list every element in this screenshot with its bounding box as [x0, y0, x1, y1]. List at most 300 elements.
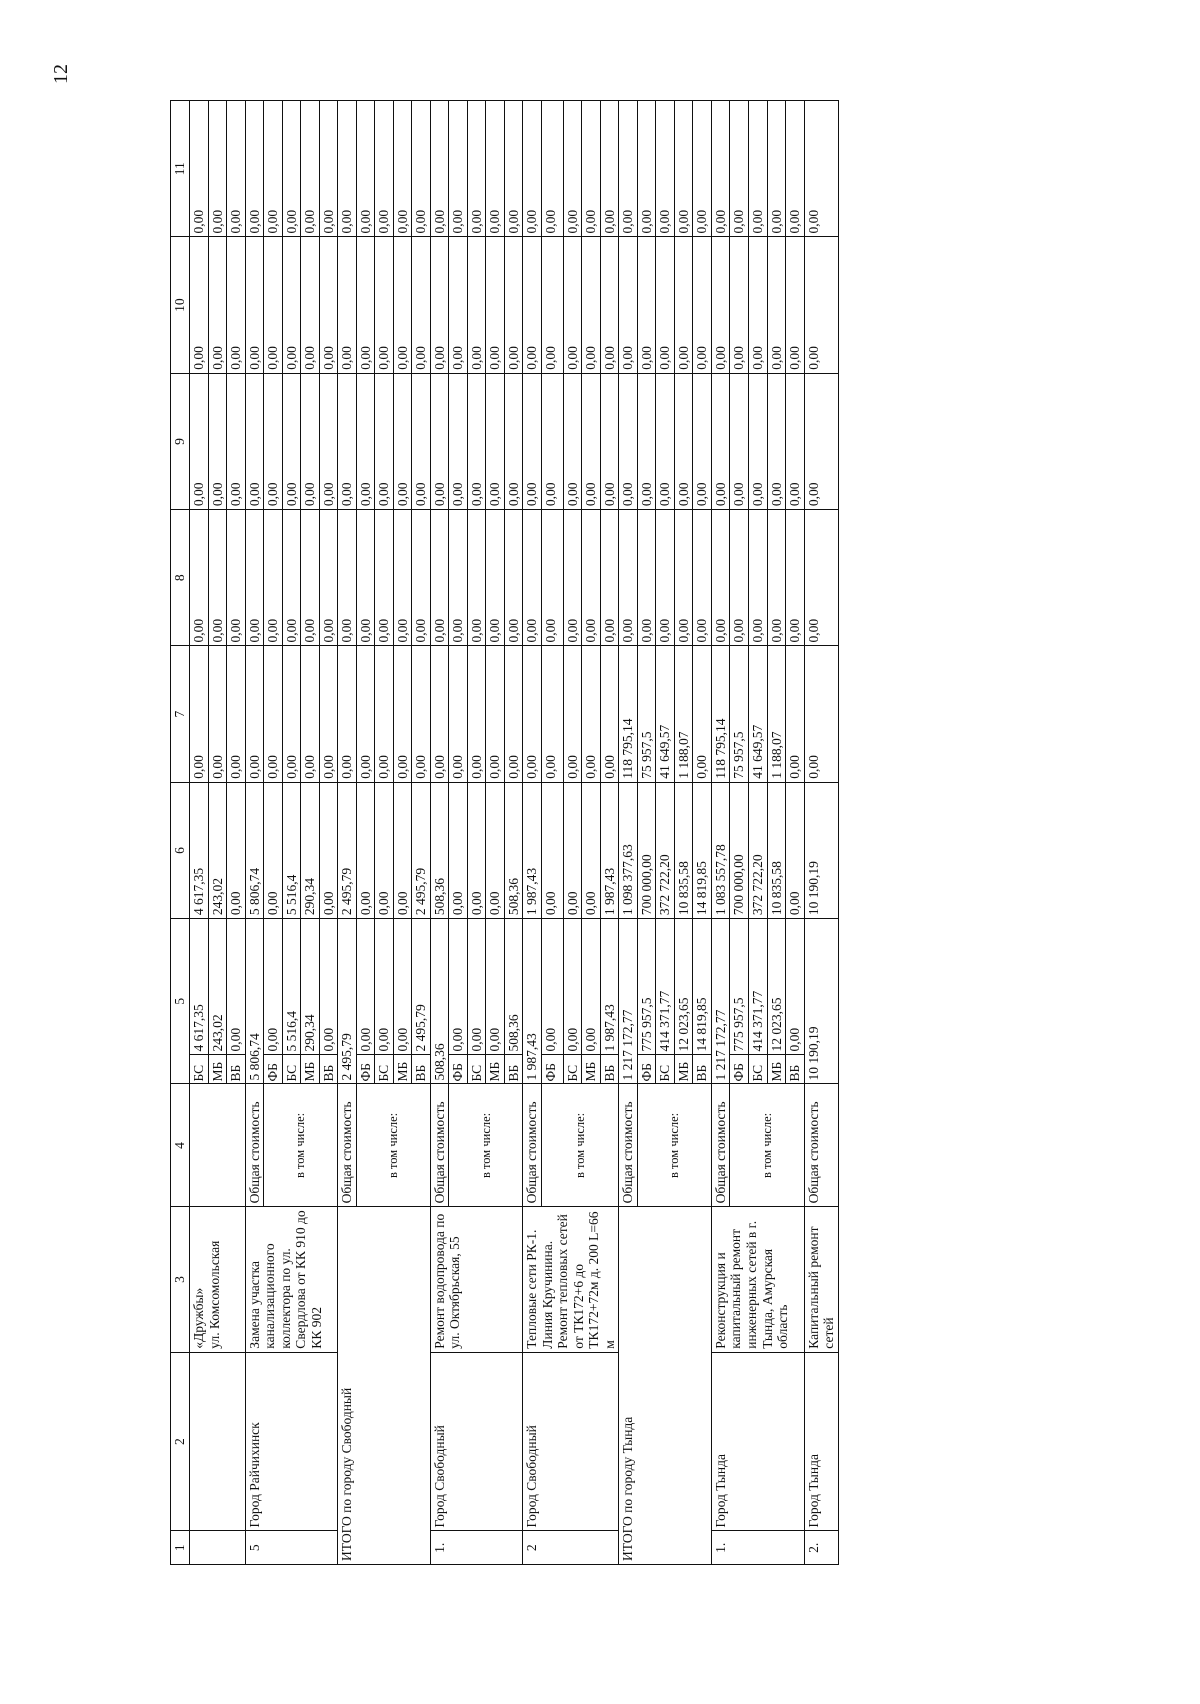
breakdown-value: 0,00	[393, 510, 412, 646]
breakdown-value: 0,00	[786, 373, 805, 509]
breakdown-value: 0,00	[208, 510, 227, 646]
table-row	[190, 101, 209, 1565]
total-value: 0,00	[523, 237, 542, 373]
breakdown-value: 0,00	[412, 101, 431, 237]
breakdown-value: 0,00	[600, 237, 619, 373]
incl-label	[190, 1084, 246, 1207]
breakdown-value: 0,00	[393, 919, 412, 1055]
budget-code: МБ	[674, 1055, 693, 1084]
breakdown-value: 0,00	[486, 101, 505, 237]
breakdown-value: 5 516,4	[282, 782, 301, 918]
page-number: 12	[50, 64, 72, 84]
table-body	[190, 101, 839, 1565]
breakdown-value: 0,00	[412, 510, 431, 646]
breakdown-value: 0,00	[375, 510, 394, 646]
total-value: 0,00	[619, 101, 638, 237]
breakdown-value: 0,00	[301, 373, 320, 509]
breakdown-value: 775 957,5	[730, 919, 749, 1055]
breakdown-value: 0,00	[319, 919, 338, 1055]
breakdown-value: 0,00	[356, 782, 375, 918]
breakdown-value: 0,00	[693, 237, 712, 373]
breakdown-value: 243,02	[208, 782, 227, 918]
breakdown-value: 0,00	[356, 646, 375, 782]
breakdown-value: 0,00	[637, 510, 656, 646]
breakdown-value: 0,00	[264, 373, 283, 509]
breakdown-value: 0,00	[449, 373, 468, 509]
breakdown-value: 10 835,58	[674, 782, 693, 918]
breakdown-value: 0,00	[674, 510, 693, 646]
breakdown-value: 10 835,58	[767, 782, 786, 918]
breakdown-value: 0,00	[393, 237, 412, 373]
breakdown-value: 0,00	[449, 237, 468, 373]
table-row	[245, 101, 264, 1565]
total-value: 0,00	[338, 373, 357, 509]
breakdown-value: 0,00	[600, 373, 619, 509]
total-value: 1 217 172,77	[619, 919, 638, 1084]
breakdown-value: 700 000,00	[637, 782, 656, 918]
col-header: 2	[171, 1352, 190, 1531]
breakdown-value: 0,00	[656, 373, 675, 509]
breakdown-value: 1 987,43	[600, 919, 619, 1055]
breakdown-value: 372 722,20	[656, 782, 675, 918]
table-row	[430, 101, 449, 1565]
total-value: 0,00	[338, 237, 357, 373]
breakdown-value: 0,00	[467, 782, 486, 918]
incl-label: в том числе:	[637, 1084, 711, 1207]
breakdown-value: 14 819,85	[693, 782, 712, 918]
budget-code: ФБ	[730, 1055, 749, 1084]
breakdown-value: 0,00	[693, 101, 712, 237]
breakdown-value: 0,00	[227, 510, 246, 646]
total-value: 1 987,43	[523, 919, 542, 1084]
breakdown-value: 0,00	[748, 373, 767, 509]
breakdown-value: 0,00	[748, 510, 767, 646]
breakdown-value: 1 987,43	[600, 782, 619, 918]
row-city	[190, 1352, 246, 1531]
breakdown-value: 372 722,20	[748, 782, 767, 918]
breakdown-value: 0,00	[786, 237, 805, 373]
row-number: 5	[245, 1531, 338, 1565]
breakdown-value: 0,00	[208, 101, 227, 237]
breakdown-value: 0,00	[486, 782, 505, 918]
breakdown-value: 0,00	[412, 646, 431, 782]
breakdown-value: 0,00	[541, 373, 563, 509]
breakdown-value: 0,00	[375, 373, 394, 509]
total-value: 0,00	[338, 101, 357, 237]
breakdown-value: 0,00	[356, 101, 375, 237]
breakdown-value: 0,00	[656, 237, 675, 373]
total-value: 508,36	[430, 782, 449, 918]
breakdown-value: 14 819,85	[693, 919, 712, 1055]
breakdown-value: 0,00	[504, 510, 523, 646]
breakdown-value: 0,00	[412, 373, 431, 509]
breakdown-value: 1 188,07	[674, 646, 693, 782]
total-label: Общая стоимость	[523, 1084, 542, 1207]
col-header: 11	[171, 101, 190, 237]
breakdown-value: 0,00	[582, 510, 601, 646]
breakdown-value: 2 495,79	[412, 919, 431, 1055]
budget-code: МБ	[486, 1055, 505, 1084]
breakdown-value: 0,00	[767, 237, 786, 373]
col-header: 8	[171, 510, 190, 646]
total-value: 0,00	[430, 101, 449, 237]
breakdown-value: 0,00	[541, 237, 563, 373]
budget-code: БС	[282, 1055, 301, 1084]
breakdown-value: 0,00	[748, 237, 767, 373]
col-header: 1	[171, 1531, 190, 1565]
breakdown-value: 0,00	[582, 919, 601, 1055]
breakdown-value: 0,00	[786, 782, 805, 918]
row-number: 2.	[804, 1531, 838, 1565]
total-value: 0,00	[523, 101, 542, 237]
rotated-table-container	[170, 100, 1200, 1565]
breakdown-value: 0,00	[504, 646, 523, 782]
breakdown-value: 0,00	[637, 101, 656, 237]
breakdown-value: 0,00	[600, 101, 619, 237]
header-row	[171, 101, 190, 1565]
breakdown-value: 2 495,79	[412, 782, 431, 918]
breakdown-value: 12 023,65	[674, 919, 693, 1055]
breakdown-value: 0,00	[486, 646, 505, 782]
breakdown-value: 0,00	[486, 373, 505, 509]
breakdown-value: 0,00	[582, 101, 601, 237]
breakdown-value: 0,00	[486, 237, 505, 373]
breakdown-value: 508,36	[504, 919, 523, 1055]
breakdown-value: 0,00	[208, 646, 227, 782]
breakdown-value: 0,00	[301, 237, 320, 373]
breakdown-value: 0,00	[767, 373, 786, 509]
total-value: 0,00	[430, 373, 449, 509]
breakdown-value: 0,00	[467, 646, 486, 782]
breakdown-value: 0,00	[748, 101, 767, 237]
breakdown-value: 75 957,5	[730, 646, 749, 782]
total-value: 10 190,19	[804, 782, 838, 918]
breakdown-value: 0,00	[467, 237, 486, 373]
breakdown-value: 0,00	[467, 919, 486, 1055]
budget-code: БС	[467, 1055, 486, 1084]
breakdown-value: 0,00	[393, 782, 412, 918]
row-description: Тепловые сети РК-1. Линия Кручинина. Ремонт тепловых сетей от ТК172+6 до ТК172+72м д. 200 L=66 м	[523, 1207, 619, 1352]
breakdown-value: 0,00	[227, 237, 246, 373]
breakdown-value: 0,00	[449, 101, 468, 237]
budget-code: ВБ	[319, 1055, 338, 1084]
incl-label: в том числе:	[730, 1084, 804, 1207]
breakdown-value: 0,00	[582, 237, 601, 373]
breakdown-value: 0,00	[541, 782, 563, 918]
incl-label: в том числе:	[541, 1084, 619, 1207]
col-header: 9	[171, 373, 190, 509]
breakdown-value: 0,00	[730, 101, 749, 237]
breakdown-value: 0,00	[637, 373, 656, 509]
breakdown-value: 0,00	[730, 237, 749, 373]
col-header: 10	[171, 237, 190, 373]
breakdown-value: 290,34	[301, 919, 320, 1055]
breakdown-value: 0,00	[674, 101, 693, 237]
group-total-label: ИТОГО по городу Тында	[619, 1207, 712, 1565]
total-value: 1 098 377,63	[619, 782, 638, 918]
breakdown-value: 0,00	[319, 646, 338, 782]
breakdown-value: 0,00	[375, 782, 394, 918]
row-description: Реконструкция и капитальный ремонт инженерных сетей в г. Тында, Амурская область	[711, 1207, 804, 1352]
budget-code: ВБ	[227, 1055, 246, 1084]
breakdown-value: 0,00	[582, 373, 601, 509]
row-city: Город Свободный	[523, 1352, 619, 1531]
breakdown-value: 0,00	[730, 510, 749, 646]
budget-code: МБ	[208, 1055, 227, 1084]
total-value: 0,00	[523, 373, 542, 509]
budget-code: ВБ	[786, 1055, 805, 1084]
breakdown-value: 0,00	[786, 101, 805, 237]
row-city: Город Райчихинск	[245, 1352, 338, 1531]
breakdown-value: 0,00	[600, 510, 619, 646]
breakdown-value: 0,00	[656, 510, 675, 646]
total-label: Общая стоимость	[245, 1084, 264, 1207]
breakdown-value: 0,00	[541, 646, 563, 782]
breakdown-value: 1 188,07	[767, 646, 786, 782]
breakdown-value: 0,00	[563, 237, 582, 373]
breakdown-value: 414 371,77	[748, 919, 767, 1055]
total-value: 0,00	[338, 646, 357, 782]
total-value: 5 806,74	[245, 919, 264, 1084]
breakdown-value: 0,00	[282, 510, 301, 646]
breakdown-value: 0,00	[319, 373, 338, 509]
breakdown-value: 0,00	[449, 510, 468, 646]
breakdown-value: 0,00	[190, 373, 209, 509]
breakdown-value: 0,00	[208, 373, 227, 509]
breakdown-value: 0,00	[190, 510, 209, 646]
breakdown-value: 0,00	[301, 646, 320, 782]
breakdown-value: 0,00	[356, 510, 375, 646]
breakdown-value: 0,00	[356, 373, 375, 509]
row-description: Ремонт водопровода по ул. Октябрьская, 55	[430, 1207, 523, 1352]
budget-code: БС	[375, 1055, 394, 1084]
total-value: 0,00	[804, 510, 838, 646]
breakdown-value: 0,00	[541, 510, 563, 646]
total-value: 118 795,14	[711, 646, 730, 782]
total-value: 0,00	[804, 373, 838, 509]
breakdown-value: 0,00	[637, 237, 656, 373]
group-total-label: ИТОГО по городу Свободный	[338, 1207, 431, 1565]
col-header: 5	[171, 919, 190, 1084]
total-value: 0,00	[523, 646, 542, 782]
budget-code: МБ	[393, 1055, 412, 1084]
total-value: 0,00	[245, 510, 264, 646]
budget-code: МБ	[301, 1055, 320, 1084]
total-value: 0,00	[804, 237, 838, 373]
total-value: 2 495,79	[338, 919, 357, 1084]
total-value: 5 806,74	[245, 782, 264, 918]
row-description: Замена участка канализационного коллектора по ул. Свердлова от КК 910 до КК 902	[245, 1207, 338, 1352]
breakdown-value: 41 649,57	[656, 646, 675, 782]
breakdown-value: 508,36	[504, 782, 523, 918]
table-row	[338, 101, 357, 1565]
breakdown-value: 0,00	[375, 646, 394, 782]
budget-code: ФБ	[637, 1055, 656, 1084]
total-value: 2 495,79	[338, 782, 357, 918]
breakdown-value: 0,00	[227, 919, 246, 1055]
breakdown-value: 0,00	[563, 782, 582, 918]
total-value: 118 795,14	[619, 646, 638, 782]
breakdown-value: 0,00	[467, 101, 486, 237]
row-description: Капитальный ремонт сетей	[804, 1207, 838, 1352]
total-value: 0,00	[619, 373, 638, 509]
table-row	[804, 101, 838, 1565]
row-city: Город Свободный	[430, 1352, 523, 1531]
breakdown-value: 0,00	[393, 646, 412, 782]
breakdown-value: 0,00	[375, 101, 394, 237]
breakdown-value: 41 649,57	[748, 646, 767, 782]
breakdown-value: 0,00	[319, 237, 338, 373]
col-header: 3	[171, 1207, 190, 1352]
breakdown-value: 0,00	[319, 510, 338, 646]
breakdown-value: 0,00	[227, 101, 246, 237]
breakdown-value: 0,00	[227, 782, 246, 918]
budget-code: ВБ	[693, 1055, 712, 1084]
breakdown-value: 700 000,00	[730, 782, 749, 918]
breakdown-value: 0,00	[264, 101, 283, 237]
table-row	[523, 101, 542, 1565]
breakdown-value: 0,00	[264, 782, 283, 918]
total-label: Общая стоимость	[804, 1084, 838, 1207]
breakdown-value: 0,00	[227, 646, 246, 782]
breakdown-value: 290,34	[301, 782, 320, 918]
breakdown-value: 0,00	[356, 237, 375, 373]
breakdown-value: 0,00	[786, 919, 805, 1055]
breakdown-value: 0,00	[693, 646, 712, 782]
table-row	[619, 101, 638, 1565]
budget-code: БС	[190, 1055, 209, 1084]
incl-label: в том числе:	[449, 1084, 523, 1207]
total-value: 1 987,43	[523, 782, 542, 918]
total-label: Общая стоимость	[338, 1084, 357, 1207]
breakdown-value: 0,00	[264, 510, 283, 646]
breakdown-value: 0,00	[301, 510, 320, 646]
breakdown-value: 0,00	[504, 101, 523, 237]
total-value: 0,00	[245, 101, 264, 237]
row-description: «Дружбы» ул. Комсомольская	[190, 1207, 246, 1352]
breakdown-value: 0,00	[319, 782, 338, 918]
breakdown-value: 0,00	[582, 782, 601, 918]
breakdown-value: 243,02	[208, 919, 227, 1055]
total-value: 1 083 557,78	[711, 782, 730, 918]
breakdown-value: 0,00	[264, 919, 283, 1055]
total-value: 0,00	[711, 510, 730, 646]
budget-code: ФБ	[449, 1055, 468, 1084]
total-value: 0,00	[523, 510, 542, 646]
total-value: 0,00	[245, 646, 264, 782]
breakdown-value: 0,00	[393, 373, 412, 509]
breakdown-value: 0,00	[190, 101, 209, 237]
total-value: 0,00	[430, 510, 449, 646]
row-city: Город Тында	[711, 1352, 804, 1531]
breakdown-value: 4 617,35	[190, 782, 209, 918]
breakdown-value: 0,00	[767, 101, 786, 237]
breakdown-value: 0,00	[674, 237, 693, 373]
total-value: 0,00	[711, 237, 730, 373]
breakdown-value: 0,00	[504, 237, 523, 373]
breakdown-value: 0,00	[319, 101, 338, 237]
breakdown-value: 0,00	[282, 373, 301, 509]
row-number: 2	[523, 1531, 619, 1565]
breakdown-value: 0,00	[563, 919, 582, 1055]
budget-code: ВБ	[504, 1055, 523, 1084]
budget-code: ФБ	[264, 1055, 283, 1084]
breakdown-value: 75 957,5	[637, 646, 656, 782]
total-label: Общая стоимость	[619, 1084, 638, 1207]
breakdown-value: 0,00	[600, 646, 619, 782]
budget-table	[170, 100, 839, 1565]
row-city: Город Тында	[804, 1352, 838, 1531]
breakdown-value: 0,00	[282, 646, 301, 782]
breakdown-value: 0,00	[582, 646, 601, 782]
budget-code: БС	[563, 1055, 582, 1084]
breakdown-value: 0,00	[449, 782, 468, 918]
col-header: 6	[171, 782, 190, 918]
breakdown-value: 0,00	[393, 101, 412, 237]
breakdown-value: 0,00	[504, 373, 523, 509]
breakdown-value: 0,00	[563, 646, 582, 782]
table-row	[711, 101, 730, 1565]
col-header: 7	[171, 646, 190, 782]
row-number: 1.	[711, 1531, 804, 1565]
breakdown-value: 0,00	[190, 646, 209, 782]
breakdown-value: 0,00	[264, 237, 283, 373]
total-label: Общая стоимость	[711, 1084, 730, 1207]
budget-code: БС	[748, 1055, 767, 1084]
total-value: 0,00	[804, 101, 838, 237]
breakdown-value: 0,00	[208, 237, 227, 373]
breakdown-value: 0,00	[674, 373, 693, 509]
breakdown-value: 0,00	[486, 919, 505, 1055]
breakdown-value: 0,00	[449, 919, 468, 1055]
breakdown-value: 0,00	[467, 373, 486, 509]
breakdown-value: 0,00	[486, 510, 505, 646]
breakdown-value: 0,00	[541, 919, 563, 1055]
breakdown-value: 0,00	[563, 101, 582, 237]
total-value: 10 190,19	[804, 919, 838, 1084]
breakdown-value: 0,00	[282, 237, 301, 373]
total-value: 0,00	[245, 373, 264, 509]
total-value: 0,00	[619, 510, 638, 646]
total-value: 1 217 172,77	[711, 919, 730, 1084]
col-header: 4	[171, 1084, 190, 1207]
breakdown-value: 0,00	[375, 237, 394, 373]
breakdown-value: 0,00	[190, 237, 209, 373]
total-value: 0,00	[430, 646, 449, 782]
breakdown-value: 0,00	[786, 646, 805, 782]
breakdown-value: 0,00	[375, 919, 394, 1055]
total-value: 0,00	[430, 237, 449, 373]
total-value: 0,00	[711, 373, 730, 509]
breakdown-value: 0,00	[467, 510, 486, 646]
breakdown-value: 0,00	[301, 101, 320, 237]
breakdown-value: 414 371,77	[656, 919, 675, 1055]
total-value: 0,00	[711, 101, 730, 237]
total-value: 508,36	[430, 919, 449, 1084]
budget-code: ФБ	[541, 1055, 563, 1084]
row-number	[190, 1531, 246, 1565]
total-value: 0,00	[619, 237, 638, 373]
breakdown-value: 0,00	[786, 510, 805, 646]
breakdown-value: 0,00	[563, 510, 582, 646]
breakdown-value: 0,00	[356, 919, 375, 1055]
breakdown-value: 0,00	[449, 646, 468, 782]
breakdown-value: 0,00	[264, 646, 283, 782]
breakdown-value: 5 516,4	[282, 919, 301, 1055]
total-value: 0,00	[338, 510, 357, 646]
budget-code: МБ	[767, 1055, 786, 1084]
total-value: 0,00	[804, 646, 838, 782]
